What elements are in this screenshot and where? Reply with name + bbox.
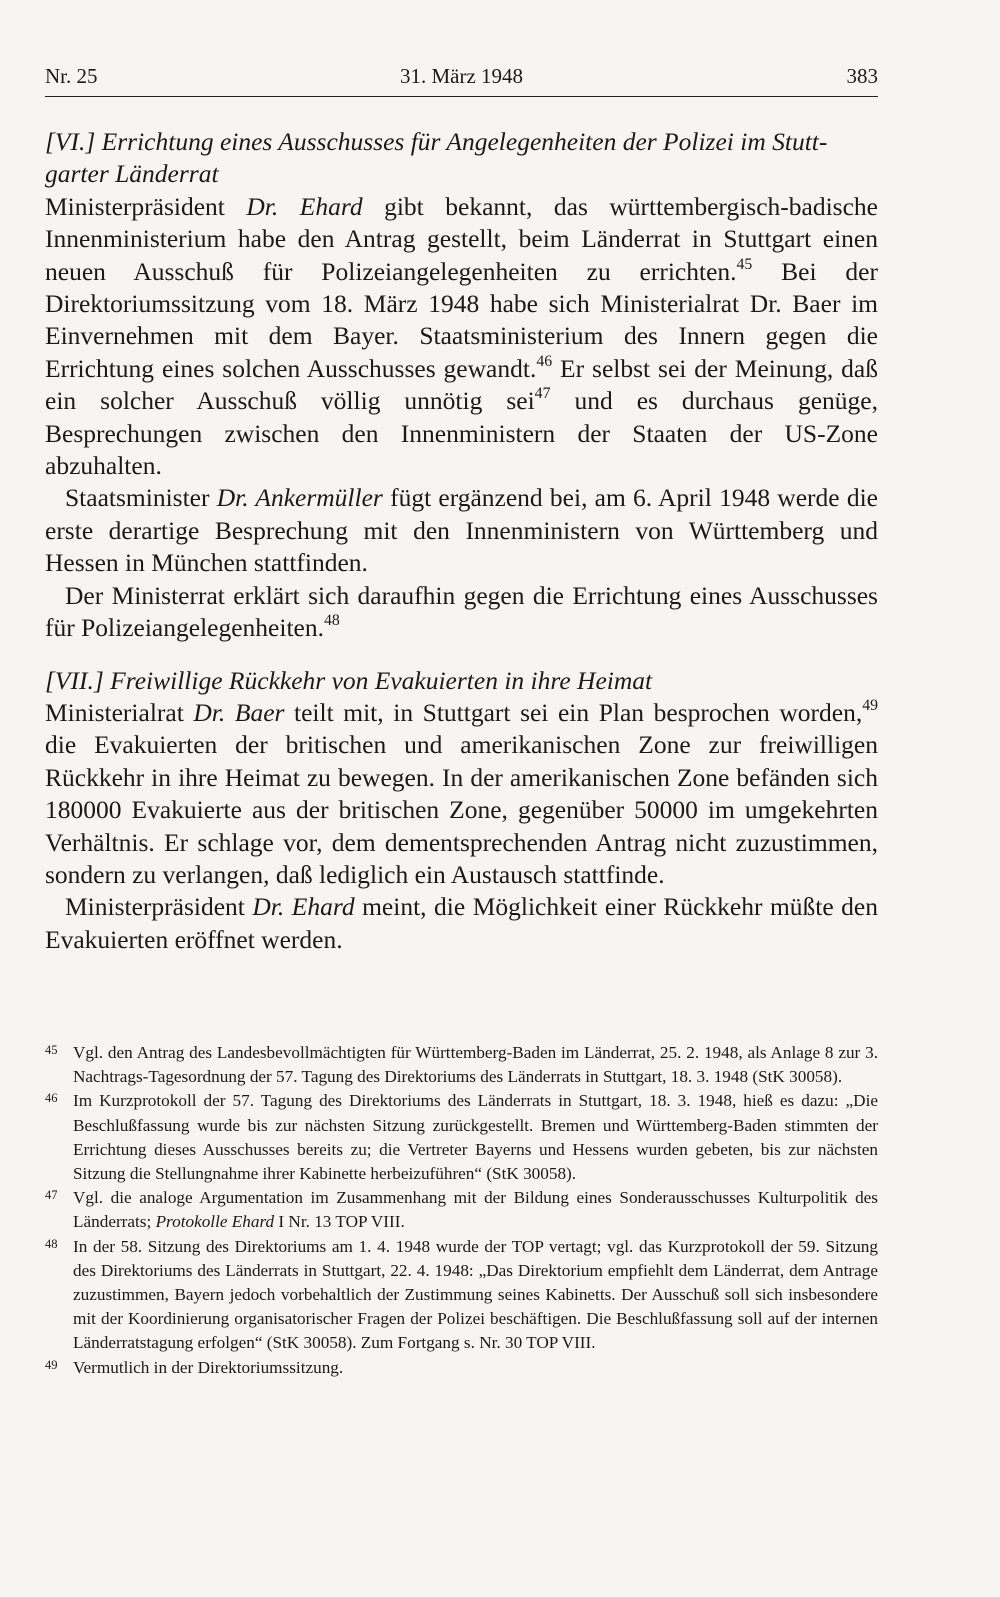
footnote	[45, 1186, 878, 1234]
main-text	[45, 126, 878, 956]
person-title: Dr.	[246, 191, 279, 221]
page-number: 383	[846, 64, 878, 88]
footnote-ref[interactable]: 45	[736, 255, 753, 273]
section-number: [VII.]	[45, 665, 104, 695]
text-run: gibt bekannt, das württembergisch-badische Innenministerium habe den Antrag gestellt, beim Länderrat in Stuttgart einen neuen Ausschuß für Polizeiangelegenheiten zu errichten.	[45, 191, 878, 286]
text-run: Er selbst sei der Meinung, daß ein solcher Ausschuß völlig unnötig sei	[45, 353, 878, 416]
footnote-number: 49	[45, 1357, 58, 1372]
document-date: 31. März 1948	[399, 64, 524, 88]
footnote-text: Vgl. die analoge Argumentation im Zusammenhang mit der Bildung eines Sonderausschusses Kulturpolitik des Länderrats;	[73, 1188, 878, 1232]
paragraph	[45, 482, 878, 579]
text-run: Ministerialrat	[45, 697, 194, 727]
footnote-number: 47	[45, 1188, 58, 1203]
text-run: und es durchaus genüge, Besprechungen zwischen den Innenministern der Staaten der US-Zone abzuhalten.	[45, 386, 878, 481]
text-run: die Evakuierten der britischen und amerikanischen Zone zur freiwilligen Rückkehr in ihre Heimat zu bewegen. In der amerikanischen Zone befänden sich 180000 Evakuierte aus der britischen Zone, gegenüber 50000 im umgekehrten Verhältnis. Er schlage vor, dem dementsprechenden Antrag nicht zuzustimmen, sondern zu verlangen, daß lediglich ein Austausch stattfinde.	[45, 730, 878, 889]
text-run: meint, die Möglichkeit einer Rückkehr müßte den Evakuierten eröffnet werden.	[45, 892, 878, 954]
footnote-ref[interactable]: 47	[534, 385, 551, 403]
running-head	[45, 62, 878, 97]
text-run: fügt ergänzend bei, am 6. April 1948 werde die erste derartige Besprechung mit den Innenministern von Württemberg und Hessen in München stattfinden.	[45, 483, 878, 578]
text-run: Ministerpräsident	[45, 191, 247, 221]
footnote	[45, 1089, 878, 1186]
footnote	[45, 1235, 878, 1356]
person-name: Ehard	[278, 191, 363, 221]
text-run: Ministerpräsident	[65, 892, 253, 922]
paragraph	[45, 891, 878, 956]
text-run: Der Ministerrat erklärt sich daraufhin gegen die Errichtung eines Ausschusses für Polizeiangelegenheiten.	[45, 580, 878, 643]
footnote	[45, 1356, 878, 1380]
section-title-line2: garter Länderrat	[45, 159, 219, 189]
person-name: Baer	[225, 697, 285, 727]
footnote-text: Vgl. den Antrag des Landesbevollmächtigten für Württemberg-Baden im Länderrat, 25. 2. 1948, als Anlage 8 zur 3. Nachtrags-Tagesordnung der 57. Tagung des Direktoriums des Länderrats in Stuttgart, 18. 3. 1948 (StK 30058).	[73, 1043, 878, 1087]
section-heading-vi	[45, 126, 878, 191]
person-title: Dr.	[252, 892, 285, 922]
person-title: Dr.	[193, 697, 226, 727]
person-title: Dr.	[216, 483, 249, 513]
footnote	[45, 1041, 878, 1089]
document-number: Nr. 25	[45, 64, 98, 88]
footnote-ref[interactable]: 46	[536, 352, 553, 370]
footnote-ref[interactable]: 49	[862, 696, 878, 714]
person-name: Ehard	[284, 892, 355, 922]
section-number: [VI.]	[45, 127, 96, 156]
section-title-line1: Errichtung eines Ausschusses für Angelegenheiten der Polizei im Stutt-	[101, 127, 828, 156]
text-run: Staatsminister	[65, 483, 217, 513]
footnote-citation: Protokolle Ehard	[155, 1212, 275, 1232]
section-title: Freiwillige Rückkehr von Evakuierten in ihre Heimat	[110, 665, 653, 695]
paragraph	[45, 580, 878, 645]
person-name: Ankermüller	[248, 483, 383, 513]
text-run: teilt mit, in Stuttgart sei ein Plan besprochen worden,	[284, 697, 863, 727]
footnote-number: 46	[45, 1091, 58, 1106]
footnotes	[45, 1041, 878, 1380]
footnote-ref[interactable]: 48	[323, 612, 340, 630]
footnote-text: Im Kurzprotokoll der 57. Tagung des Direktoriums des Länderrats in Stuttgart, 18. 3. 1948, hieß es dazu: „Die Beschlußfassung wurde bis zur nächsten Sitzung zurückgestellt. Bremen und Württemberg-Baden stimmten der Errichtung dieses Ausschusses bereits zu; die Vertreter Bayerns und Hessens wurden gebeten, bis zur nächsten Sitzung die Stellungnahme ihrer Kabinette herbeizuführen“ (StK 30058).	[73, 1091, 878, 1184]
footnote-number: 45	[45, 1043, 58, 1057]
footnote-text: I Nr. 13 TOP VIII.	[274, 1212, 405, 1232]
section-heading-vii	[45, 665, 878, 697]
footnote-number: 48	[45, 1236, 58, 1251]
text-run: Bei der Direktoriumssitzung vom 18. März 1948 habe sich Ministerialrat Dr. Baer im Einvernehmen mit dem Bayer. Staatsministerium des Innern gegen die Errichtung eines solchen Ausschusses gewandt.	[45, 256, 878, 383]
paragraph	[45, 697, 878, 891]
paragraph	[45, 191, 878, 483]
section-gap	[45, 645, 878, 665]
footnote-text: In der 58. Sitzung des Direktoriums am 1. 4. 1948 wurde der TOP vertagt; vgl. das Kurzprotokoll der 59. Sitzung des Direktoriums des Länderrats in Stuttgart, 22. 4. 1948: „Das Direktorium empfiehlt dem Länderrat, dem Antrage zuzustimmen, Bayern jedoch vorbehaltlich der Zustimmung seines Kabinetts. Der Ausschuß soll sich insbesondere mit der Koordinierung organisatorischer Fragen der Polizei beschäftigen. Die Beschlußfassung soll auf der internen Länderratstagung erfolgen“ (StK 30058). Zum Fortgang s. Nr. 30 TOP VIII.	[73, 1236, 878, 1353]
footnote-text: Vermutlich in der Direktoriumssitzung.	[73, 1357, 344, 1377]
